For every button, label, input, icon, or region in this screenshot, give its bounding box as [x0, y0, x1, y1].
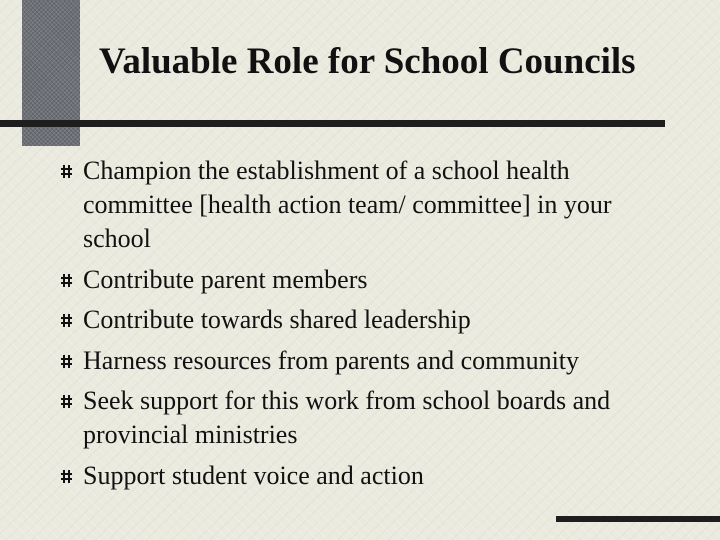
footer-rule: [556, 516, 720, 522]
bullet-item: [60, 303, 660, 337]
bullet-item: [60, 263, 660, 297]
hash-bullet-icon: [60, 469, 73, 484]
hash-bullet-icon: [60, 313, 73, 328]
bullet-item: [60, 344, 660, 378]
bullet-text: Champion the establishment of a school health committee [health action team/ committee] in your school: [83, 156, 612, 253]
bullet-text: Harness resources from parents and community: [83, 345, 580, 375]
hash-bullet-icon: [60, 273, 73, 288]
bullet-list: [60, 154, 660, 499]
bullet-item: [60, 384, 660, 452]
slide-title: Valuable Role for School Councils: [99, 41, 636, 82]
bullet-text: Contribute towards shared leadership: [83, 305, 471, 334]
bullet-text: Support student voice and action: [83, 460, 424, 490]
bullet-item: [60, 154, 660, 256]
bullet-text: Seek support for this work from school boards and provincial ministries: [83, 386, 611, 449]
hash-bullet-icon: [60, 164, 73, 179]
bullet-item: [60, 459, 660, 493]
hash-bullet-icon: [60, 354, 73, 369]
title-divider: [0, 120, 665, 127]
hash-bullet-icon: [60, 394, 73, 409]
bullet-text: Contribute parent members: [83, 264, 368, 294]
